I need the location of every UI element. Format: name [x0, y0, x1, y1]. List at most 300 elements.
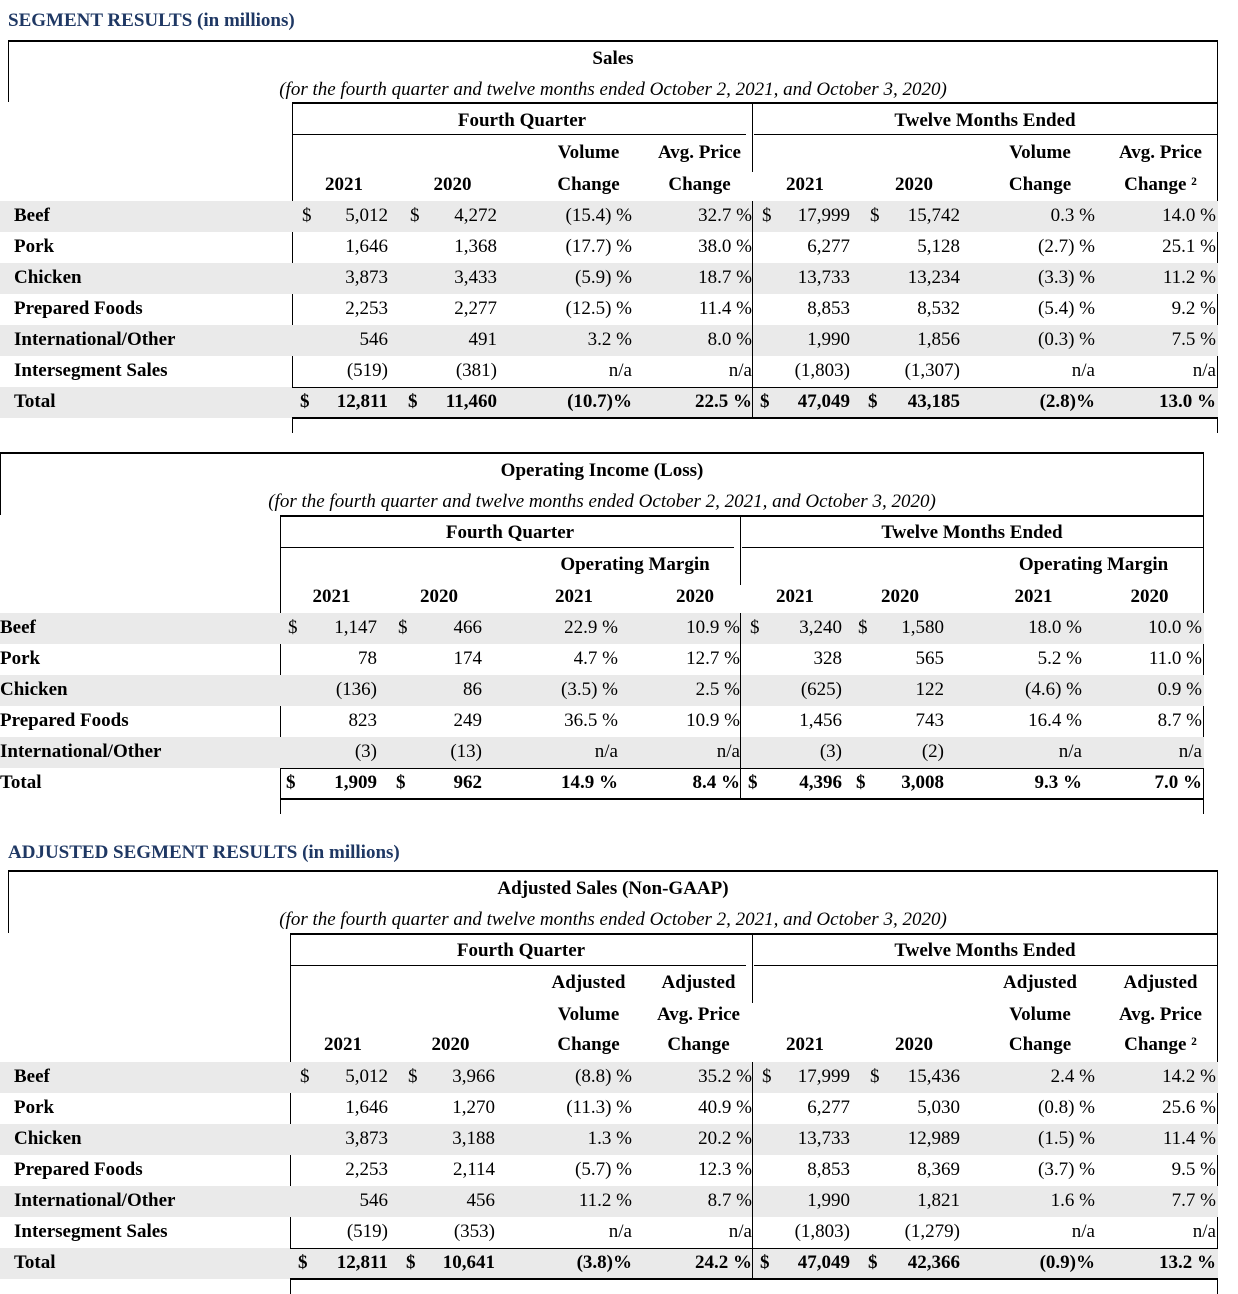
group-divider-lower — [740, 547, 741, 585]
table-cell: (8.8) % — [575, 1066, 632, 1087]
table-cell: n/a — [1192, 1221, 1216, 1242]
table-cell: (3.8)% — [576, 1252, 632, 1273]
table-cell: 8,853 — [807, 298, 850, 319]
table-subtitle: (for the fourth quarter and twelve months ended October 2, 2021, and October 3, 2020) — [279, 909, 947, 930]
table-cell: 35.2 % — [698, 1066, 752, 1087]
group-divider-body — [752, 1124, 753, 1155]
table-cell: 18.7 % — [698, 267, 752, 288]
total-top-rule — [292, 387, 1218, 388]
table-cell: n/a — [608, 1221, 632, 1242]
currency-symbol: $ — [300, 391, 310, 412]
table-right-border — [1203, 515, 1204, 814]
table-cell: 13,234 — [907, 267, 960, 288]
table-cell: 7.5 % — [1171, 329, 1216, 350]
table-cell: (17.7) % — [565, 236, 632, 257]
table-cell: 6,277 — [807, 1097, 850, 1118]
group-label-twelve-months: Twelve Months Ended — [881, 522, 1063, 543]
currency-symbol: $ — [406, 1252, 416, 1273]
group-label-fourth-quarter: Fourth Quarter — [456, 940, 586, 961]
table-cell: 13.2 % — [1159, 1252, 1216, 1273]
table-cell: 1,856 — [917, 329, 960, 350]
table-title: Operating Income (Loss) — [500, 460, 704, 481]
table-cell: (0.3) % — [1038, 329, 1095, 350]
table-cell: 1,270 — [452, 1097, 495, 1118]
table-cell: (0.8) % — [1038, 1097, 1095, 1118]
table-cell: 122 — [915, 679, 944, 700]
table-cell: 16.4 % — [1028, 710, 1082, 731]
group-divider-body — [752, 294, 753, 325]
group-underline-fq — [292, 134, 746, 135]
currency-symbol: $ — [760, 391, 770, 412]
table-cell: 5,030 — [917, 1097, 960, 1118]
column-header: Change ² — [1124, 1034, 1197, 1055]
column-header: 2021 — [776, 586, 814, 607]
title-box-top — [8, 870, 1218, 872]
table-cell: n/a — [1071, 1221, 1095, 1242]
table-cell: 8,369 — [917, 1159, 960, 1180]
table-cell: 13,733 — [797, 1128, 850, 1149]
table-cell: n/a — [1192, 360, 1216, 381]
table-cell: 1,990 — [807, 1190, 850, 1211]
table-cell: 8,853 — [807, 1159, 850, 1180]
column-header: 2020 — [431, 1034, 470, 1055]
column-header: 2021 — [786, 1034, 824, 1055]
column-header: Avg. Price — [658, 142, 741, 163]
table-subtitle: (for the fourth quarter and twelve months ended October 2, 2021, and October 3, 2020) — [279, 79, 947, 100]
table-cell: n/a — [728, 360, 752, 381]
group-header-rule — [292, 102, 1218, 104]
table-cell: 2,253 — [345, 298, 388, 319]
table-cell: 1.6 % — [1050, 1190, 1095, 1211]
group-divider-body — [740, 706, 741, 737]
table-cell: 3,188 — [452, 1128, 495, 1149]
currency-symbol: $ — [286, 772, 296, 793]
table-cell: 2,114 — [452, 1159, 495, 1180]
table-cell: 1,821 — [917, 1190, 960, 1211]
currency-symbol: $ — [748, 772, 758, 793]
currency-symbol: $ — [410, 205, 420, 226]
column-header: Avg. Price — [1119, 142, 1202, 163]
table-cell: 743 — [915, 710, 944, 731]
table-cell: 1,147 — [334, 617, 377, 638]
table-cell: 565 — [915, 648, 944, 669]
table-cell: (1,279) — [904, 1221, 960, 1242]
table-cell: 10,641 — [442, 1252, 495, 1273]
title-box-top — [8, 40, 1218, 42]
group-divider-body — [752, 356, 753, 387]
currency-symbol: $ — [762, 1066, 772, 1087]
group-label-twelve-months: Twelve Months Ended — [894, 940, 1076, 961]
table-cell: 5,012 — [345, 1066, 388, 1087]
column-header: Change — [557, 174, 620, 195]
table-cell: 12.3 % — [698, 1159, 752, 1180]
row-label: Intersegment Sales — [14, 360, 168, 381]
table-cell: (3.7) % — [1038, 1159, 1095, 1180]
table-cell: 0.3 % — [1050, 205, 1095, 226]
row-label: Total — [14, 391, 56, 412]
table-cell: 12,811 — [336, 1252, 388, 1273]
currency-symbol: $ — [870, 1066, 880, 1087]
column-header: 2021 — [555, 586, 593, 607]
column-header: Adjusted — [551, 972, 626, 993]
column-header: Change — [668, 174, 731, 195]
table-cell: (5.7) % — [575, 1159, 632, 1180]
table-cell: (3.3) % — [1038, 267, 1095, 288]
table-cell: 14.0 % — [1162, 205, 1216, 226]
table-cell: n/a — [1178, 741, 1202, 762]
table-subtitle: (for the fourth quarter and twelve months ended October 2, 2021, and October 3, 2020) — [268, 491, 936, 512]
table-cell: 491 — [468, 329, 497, 350]
group-divider-body — [752, 263, 753, 294]
table-cell: 22.5 % — [695, 391, 752, 412]
group-divider-body — [752, 325, 753, 356]
table-cell: 9.5 % — [1171, 1159, 1216, 1180]
currency-symbol: $ — [750, 617, 760, 638]
total-bottom-rule — [280, 798, 1204, 800]
table-cell: 546 — [359, 1190, 388, 1211]
table-cell: 11.2 % — [578, 1190, 632, 1211]
currency-symbol: $ — [288, 617, 298, 638]
table-cell: 3,966 — [452, 1066, 495, 1087]
row-label: Pork — [14, 236, 55, 257]
table-cell: 328 — [813, 648, 842, 669]
table-cell: 13,733 — [797, 267, 850, 288]
currency-symbol: $ — [858, 617, 868, 638]
currency-symbol: $ — [868, 1252, 878, 1273]
table-cell: 15,742 — [907, 205, 960, 226]
row-label: International/Other — [0, 741, 162, 762]
table-cell: 1,456 — [799, 710, 842, 731]
table-cell: 32.7 % — [698, 205, 752, 226]
table-cell: (625) — [800, 679, 842, 700]
currency-symbol: $ — [302, 205, 312, 226]
group-divider-body — [752, 1093, 753, 1124]
total-top-rule — [290, 1248, 1218, 1249]
table-cell: 3,008 — [901, 772, 944, 793]
table-cell: (2.7) % — [1038, 236, 1095, 257]
column-header: 2021 — [312, 586, 351, 607]
table-left-border — [280, 515, 281, 814]
table-cell: 2.5 % — [695, 679, 740, 700]
table-cell: 6,277 — [807, 236, 850, 257]
group-divider-body — [752, 1186, 753, 1217]
table-cell: 1,368 — [454, 236, 497, 257]
column-header: Change ² — [1124, 174, 1197, 195]
table-cell: (3) — [354, 741, 377, 762]
table-cell: (2) — [921, 741, 944, 762]
row-label: Prepared Foods — [0, 710, 129, 731]
group-divider-lower — [752, 134, 753, 172]
group-divider-body — [752, 201, 753, 232]
table-cell: (13) — [450, 741, 482, 762]
table-cell: 5,012 — [345, 205, 388, 226]
group-divider-lower — [752, 965, 753, 1003]
table-cell: (1,803) — [794, 1221, 850, 1242]
table-cell: 42,366 — [907, 1252, 960, 1273]
group-divider-body — [740, 737, 741, 768]
table-cell: (1,307) — [904, 360, 960, 381]
column-header: Adjusted — [1003, 972, 1077, 993]
column-header: 2020 — [1130, 586, 1169, 607]
table-cell: 47,049 — [797, 391, 850, 412]
table-cell: (5.4) % — [1038, 298, 1095, 319]
currency-symbol: $ — [298, 1252, 308, 1273]
table-cell: 1.3 % — [587, 1128, 632, 1149]
group-underline-fq — [280, 547, 734, 548]
table-cell: (381) — [455, 360, 497, 381]
table-cell: 38.0 % — [698, 236, 752, 257]
table-cell: 11.0 % — [1148, 648, 1202, 669]
table-cell: 4.7 % — [573, 648, 618, 669]
table-cell: (3) — [819, 741, 842, 762]
table-cell: 8.0 % — [707, 329, 752, 350]
table-cell: 7.0 % — [1154, 772, 1202, 793]
column-header: Volume — [557, 1004, 620, 1025]
table-cell: 43,185 — [907, 391, 960, 412]
group-divider-body — [740, 768, 741, 799]
table-cell: (5.9) % — [575, 267, 632, 288]
table-cell: 17,999 — [797, 1066, 850, 1087]
column-header: 2020 — [433, 174, 472, 195]
column-header: 2020 — [895, 174, 933, 195]
table-title: Sales — [592, 48, 634, 69]
table-cell: 10.0 % — [1148, 617, 1202, 638]
column-header: 2021 — [325, 174, 363, 195]
operating-margin-label-fq: Operating Margin — [560, 554, 710, 575]
column-header: Volume — [1009, 142, 1071, 163]
total-bottom-rule — [292, 417, 1218, 419]
column-header: Volume — [557, 142, 620, 163]
column-header: Change — [667, 1034, 730, 1055]
group-divider-body — [740, 675, 741, 706]
row-label: Intersegment Sales — [14, 1221, 168, 1242]
row-label: Beef — [14, 205, 50, 226]
column-header: 2021 — [786, 174, 824, 195]
row-label: Chicken — [14, 267, 82, 288]
currency-symbol: $ — [856, 772, 866, 793]
currency-symbol: $ — [408, 391, 418, 412]
row-label: Pork — [0, 648, 41, 669]
table-cell: (1,803) — [794, 360, 850, 381]
group-header-rule — [280, 515, 1204, 517]
currency-symbol: $ — [300, 1066, 310, 1087]
table-left-border — [290, 933, 291, 1294]
table-cell: 8.7 % — [1157, 710, 1202, 731]
column-header: 2020 — [420, 586, 458, 607]
table-cell: 20.2 % — [698, 1128, 752, 1149]
group-underline-tm — [754, 965, 1218, 966]
table-cell: 78 — [358, 648, 377, 669]
table-cell: n/a — [608, 360, 632, 381]
table-cell: 18.0 % — [1028, 617, 1082, 638]
group-divider-body — [752, 1217, 753, 1248]
table-cell: 4,272 — [454, 205, 497, 226]
table-cell: (15.4) % — [565, 205, 632, 226]
column-header: 2020 — [895, 1034, 933, 1055]
table-cell: n/a — [594, 741, 618, 762]
group-divider-body — [752, 387, 753, 418]
group-divider-body — [740, 613, 741, 644]
title-box-top — [0, 452, 1204, 454]
table-cell: 1,909 — [334, 772, 377, 793]
row-label: Beef — [0, 617, 36, 638]
table-cell: (519) — [346, 360, 388, 381]
table-cell: 5,128 — [917, 236, 960, 257]
table-cell: 1,580 — [901, 617, 944, 638]
table-cell: (10.7)% — [567, 391, 632, 412]
table-cell: 8.7 % — [707, 1190, 752, 1211]
column-header: 2021 — [324, 1034, 362, 1055]
table-cell: (1.5) % — [1038, 1128, 1095, 1149]
table-cell: 8.4 % — [692, 772, 740, 793]
table-right-border — [1217, 933, 1218, 1294]
column-header: Avg. Price — [1119, 1004, 1202, 1025]
table-cell: 11,460 — [445, 391, 497, 412]
table-cell: 12.7 % — [686, 648, 740, 669]
table-cell: 5.2 % — [1037, 648, 1082, 669]
table-cell: 11.2 % — [1162, 267, 1216, 288]
row-label: Beef — [14, 1066, 50, 1087]
table-cell: 1,990 — [807, 329, 850, 350]
table-cell: 962 — [453, 772, 482, 793]
table-cell: 249 — [453, 710, 482, 731]
table-cell: n/a — [1058, 741, 1082, 762]
table-cell: 3,433 — [454, 267, 497, 288]
currency-symbol: $ — [398, 617, 408, 638]
currency-symbol: $ — [408, 1066, 418, 1087]
table-cell: n/a — [716, 741, 740, 762]
table-cell: 456 — [466, 1190, 495, 1211]
table-cell: (2.8)% — [1039, 391, 1095, 412]
table-cell: (136) — [335, 679, 377, 700]
group-divider-body — [752, 232, 753, 263]
column-header: Avg. Price — [657, 1004, 740, 1025]
section-title: SEGMENT RESULTS (in millions) — [8, 10, 295, 31]
currency-symbol: $ — [868, 391, 878, 412]
table-cell: 86 — [463, 679, 482, 700]
table-cell: 1,646 — [345, 236, 388, 257]
currency-symbol: $ — [762, 205, 772, 226]
table-cell: 10.9 % — [686, 617, 740, 638]
table-cell: (3.5) % — [561, 679, 618, 700]
row-label: International/Other — [14, 1190, 176, 1211]
column-header: 2020 — [676, 586, 714, 607]
table-cell: 3,240 — [799, 617, 842, 638]
table-cell: 174 — [453, 648, 482, 669]
table-cell: 14.2 % — [1162, 1066, 1216, 1087]
table-cell: 2,277 — [454, 298, 497, 319]
row-label: International/Other — [14, 329, 176, 350]
table-cell: 25.6 % — [1162, 1097, 1216, 1118]
group-divider-body — [752, 1062, 753, 1093]
table-cell: 2,253 — [345, 1159, 388, 1180]
row-label: Chicken — [14, 1128, 82, 1149]
row-label: Prepared Foods — [14, 298, 143, 319]
group-label-fourth-quarter: Fourth Quarter — [445, 522, 575, 543]
column-header: Change — [1008, 174, 1072, 195]
column-header: Change — [1008, 1034, 1072, 1055]
column-header: Adjusted — [661, 972, 736, 993]
column-header: 2020 — [881, 586, 919, 607]
row-label: Pork — [14, 1097, 55, 1118]
table-cell: 546 — [359, 329, 388, 350]
table-cell: 25.1 % — [1162, 236, 1216, 257]
currency-symbol: $ — [870, 205, 880, 226]
group-divider-body — [752, 1248, 753, 1279]
table-cell: 11.4 % — [698, 298, 752, 319]
table-cell: (353) — [453, 1221, 495, 1242]
table-cell: 466 — [453, 617, 482, 638]
table-cell: 12,811 — [336, 391, 388, 412]
table-cell: 3,873 — [345, 267, 388, 288]
column-header: Adjusted — [1123, 972, 1198, 993]
table-cell: n/a — [728, 1221, 752, 1242]
table-title: Adjusted Sales (Non-GAAP) — [497, 878, 729, 899]
row-label: Total — [0, 772, 42, 793]
table-cell: (0.9)% — [1039, 1252, 1095, 1273]
section-title: ADJUSTED SEGMENT RESULTS (in millions) — [8, 842, 400, 863]
row-label: Total — [14, 1252, 56, 1273]
table-cell: 8,532 — [917, 298, 960, 319]
column-header: Volume — [1009, 1004, 1071, 1025]
group-label-fourth-quarter: Fourth Quarter — [457, 110, 587, 131]
table-cell: 22.9 % — [564, 617, 618, 638]
table-cell: 1,646 — [345, 1097, 388, 1118]
table-cell: 9.3 % — [1034, 772, 1082, 793]
group-label-twelve-months: Twelve Months Ended — [894, 110, 1076, 131]
group-underline-tm — [754, 134, 1218, 135]
table-cell: 47,049 — [797, 1252, 850, 1273]
table-cell: 40.9 % — [698, 1097, 752, 1118]
table-cell: (12.5) % — [565, 298, 632, 319]
row-label: Prepared Foods — [14, 1159, 143, 1180]
group-underline-tm — [742, 547, 1204, 548]
total-bottom-rule — [290, 1278, 1218, 1280]
table-cell: (4.6) % — [1025, 679, 1082, 700]
column-header: 2021 — [1014, 586, 1053, 607]
group-divider-body — [752, 1155, 753, 1186]
table-cell: (11.3) % — [566, 1097, 632, 1118]
group-header-rule — [290, 933, 1218, 935]
table-cell: 10.9 % — [686, 710, 740, 731]
total-top-rule — [280, 768, 1204, 769]
group-underline-fq — [290, 965, 746, 966]
table-cell: 24.2 % — [695, 1252, 752, 1273]
table-cell: 13.0 % — [1159, 391, 1216, 412]
group-divider-body — [740, 644, 741, 675]
table-cell: 3.2 % — [587, 329, 632, 350]
row-label: Chicken — [0, 679, 68, 700]
operating-margin-label-tm: Operating Margin — [1018, 554, 1169, 575]
table-cell: 4,396 — [799, 772, 842, 793]
table-cell: 0.9 % — [1157, 679, 1202, 700]
table-cell: 14.9 % — [561, 772, 618, 793]
table-cell: 7.7 % — [1171, 1190, 1216, 1211]
table-cell: n/a — [1071, 360, 1095, 381]
table-cell: 15,436 — [907, 1066, 960, 1087]
column-header: Change — [557, 1034, 620, 1055]
table-cell: 12,989 — [907, 1128, 960, 1149]
table-cell: 3,873 — [345, 1128, 388, 1149]
table-cell: (519) — [346, 1221, 388, 1242]
currency-symbol: $ — [396, 772, 406, 793]
table-cell: 9.2 % — [1171, 298, 1216, 319]
currency-symbol: $ — [760, 1252, 770, 1273]
table-cell: 17,999 — [797, 205, 850, 226]
table-cell: 36.5 % — [564, 710, 618, 731]
table-cell: 823 — [348, 710, 377, 731]
table-cell: 11.4 % — [1162, 1128, 1216, 1149]
